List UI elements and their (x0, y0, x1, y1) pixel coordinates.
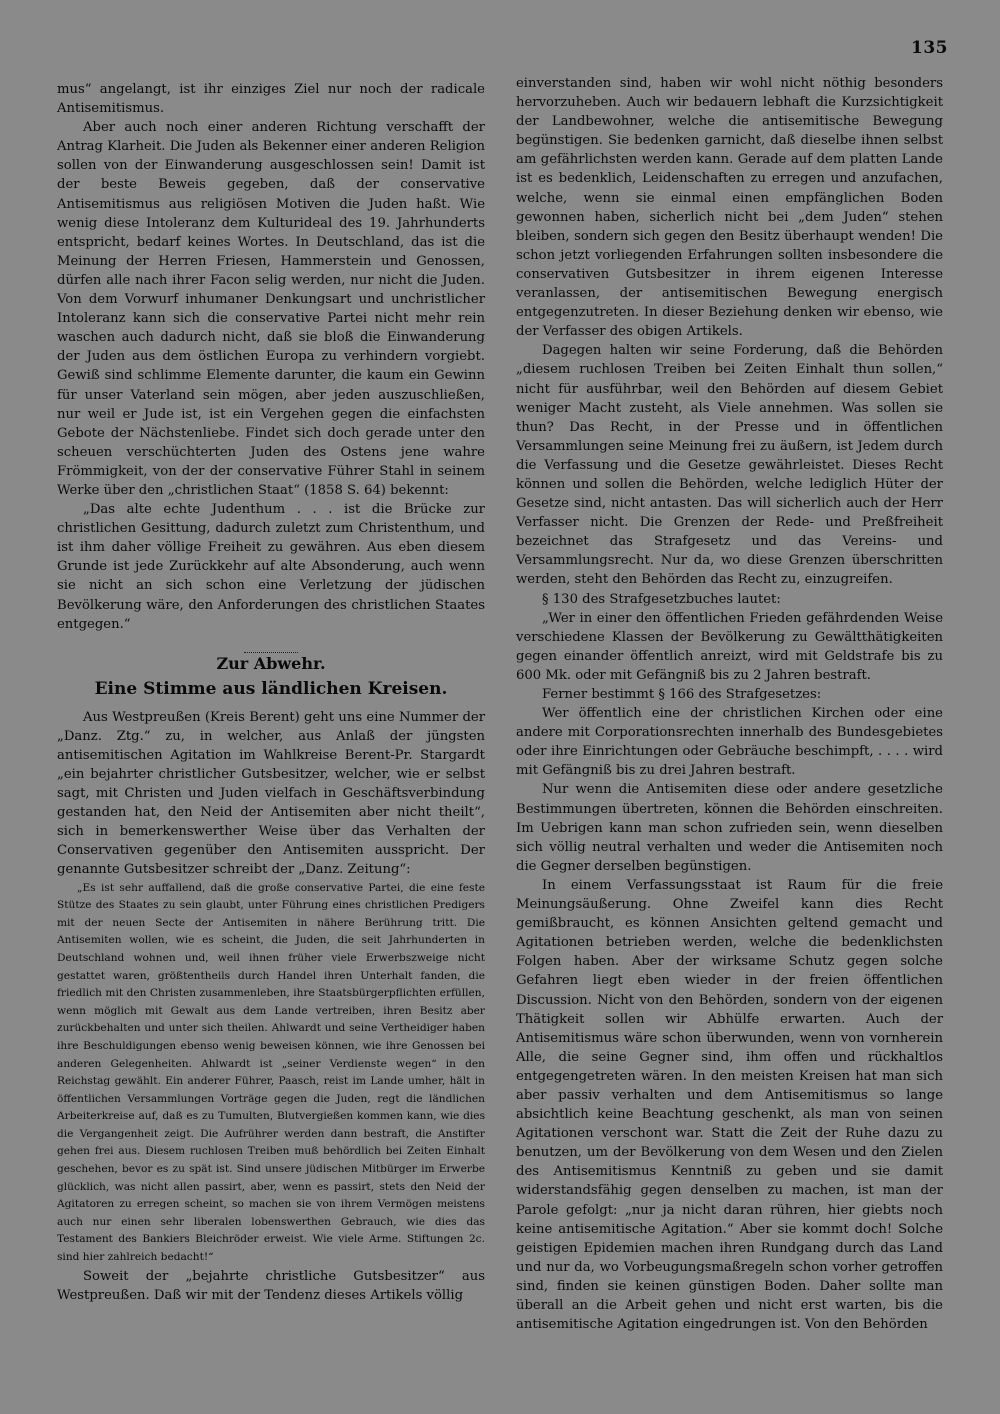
stahl-quote: „Das alte echte Judenthum . . . ist die Brücke zur christlichen Gesittung, dadurch zuletzt zum Christenthum, und ist ihm daher völlige Freiheit zu gewähren. Aus eben diesem Grunde ist jede Zurückkehr auf alte Absonderung, auch wenn sie nicht an sich schon eine Verletzung der jüdischen Bevölkerung wäre, den Anforderungen des christlichen Staates entgegen.“ (57, 502, 485, 632)
paragraph: Aber auch noch einer anderen Richtung verschafft der Antrag Klarheit. Die Juden als Bekenner einer anderen Religion sollen von der Einwanderung ausgeschlossen sein! Damit ist der beste Beweis gegeben, daß der conservative Antisemitismus aus religiösen Motiven die Juden haßt. Wie wenig diese Intoleranz dem Kulturideal des 19. Jahrhunderts entspricht, bedarf keines Wortes. In Deutschland, das ist die Meinung der Herren Friesen, Hammerstein und Genossen, dürfen alle nach ihrer Facon selig werden, nur nicht die Juden. Von dem Vorwurf inhumaner Denkungsart und unchristlicher Intoleranz kann sich die conservative Partei nicht mehr rein waschen auch dadurch nicht, daß sie bloß die Einwanderung der Juden aus dem östlichen Europa zu verhindern vorgiebt. Gewiß sind schlimme Elemente darunter, die kaum ein Gewinn für unser Vaterland sein mögen, aber jeden auszuschließen, nur weil er Jude ist, ist ein Vergehen gegen die einfachsten Gebote der Nächstenliebe. Findet sich doch gerade unter den scheuen verschüchterten Juden des Ostens jene wahre Frömmigkeit, von der der conservative Führer Stahl in seinem Werke über den „christlichen Staat“ (1858 S. 64) bekennt: (57, 120, 485, 498)
left-column (57, 80, 485, 1305)
paragraph: § 130 des Strafgesetzbuches lautet: (542, 591, 781, 607)
law-quote: Wer öffentlich eine der christlichen Kirchen oder eine andere mit Corporationsrechten innerhalb des Bundesgebietes oder ihre Einrichtungen oder Gebräuche beschimpft, . . . . wird mit Gefängniß bis zu drei Jahren bestraft. (516, 706, 943, 779)
paragraph: Nur wenn die Antisemiten diese oder andere gesetzliche Bestimmungen übertreten, können die Behörden einschreiten. Im Uebrigen kann man schon zufrieden sein, wenn dieselben sich völlig neutral verhalten und weder die Antisemiten noch die Gegner derselben begünstigen. (516, 782, 943, 874)
paragraph: Dagegen halten wir seine Forderung, daß die Behörden „diesem ruchlosen Treiben bei Zeiten Einhalt thun sollen,“ nicht für ausführbar, weil den Behörden auf diesem Gebiet weniger Macht zusteht, als Viele annehmen. Was sollen sie thun? Das Recht, in der Presse und in öffentlichen Versammlungen seine Meinung frei zu äußern, ist Jedem durch die Verfassung und die Gesetze gewährleistet. Dieses Recht können und sollen die Behörden, welche lediglich Hüter der Gesetze sind, nicht antasten. Das will sicherlich auch der Herr Verfasser nicht. Die Grenzen der Rede- und Preßfreiheit bezeichnet das Strafgesetz und das Vereins- und Versammlungsrecht. Nur da, wo diese Grenzen überschritten werden, steht den Behörden das Recht zu, einzugreifen. (516, 343, 943, 588)
paragraph: mus“ angelangt, ist ihr einziges Ziel nur noch der radicale Antisemitismus. (57, 82, 485, 117)
page-number: 135 (911, 38, 948, 58)
paragraph: Aus Westpreußen (Kreis Berent) geht uns eine Nummer der „Danz. Ztg.“ zu, in welcher, aus Anlaß der jüngsten antisemitischen Agitation im Wahlkreise Berent-Pr. Stargardt „ein bejahrter christlicher Gutsbesitzer, welcher, wie er selbst sagt, mit Christen und Juden vielfach in Geschäftsverbindung gestanden hat, den Neid der Antisemiten aber nicht theilt“, sich in bemerkenswerther Weise über das Verhalten der Conservativen gegenüber den Antisemiten ausspricht. Der genannte Gutsbesitzer schreibt der „Danz. Zeitung“: (57, 709, 485, 878)
law-quote: „Wer in einer den öffentlichen Frieden gefährdenden Weise verschiedene Klassen der Bevölkerung zu Gewältthätigkeiten gegen einander öffentlich anreizt, wird mit Geldstrafe bis zu 600 Mk. oder mit Gefängniß bis zu 2 Jahren bestraft. (516, 610, 943, 683)
section-subheading: Eine Stimme aus ländlichen Kreisen. (94, 678, 448, 699)
paragraph: Soweit der „bejahrte christliche Gutsbesitzer“ aus Westpreußen. Daß wir mit der Tendenz dieses Artikels völlig (57, 1268, 485, 1303)
paragraph: einverstanden sind, haben wir wohl nicht nöthig besonders hervorzuheben. Auch wir bedauern lebhaft die Kurzsichtigkeit der Landbewohner, welche die antisemitische Bewegung begünstigen. Sie bedenken garnicht, daß dieselbe ihnen selbst am gefährlichsten werden kann. Gerade auf dem platten Lande ist es bedenklich, Leidenschaften zu erregen und anzufachen, welche, wenn sie einmal einen empfänglichen Boden gewonnen haben, sicherlich nicht bei „dem Juden“ stehen bleiben, sondern sich gegen den Besitz überhaupt wenden! Die schon jetzt vorliegenden Erfahrungen sollten insbesondere die conservativen Gutsbesitzer in ihrem eigenen Interesse veranlassen, der antisemitischen Bewegung energisch entgegenzutreten. In dieser Beziehung denken wir ebenso, wie der Verfasser des obigen Artikels. (516, 76, 943, 340)
paragraph: Ferner bestimmt § 166 des Strafgesetzes: (542, 687, 822, 702)
section-heading: Zur Abwehr. (216, 653, 326, 673)
section-separator (57, 640, 485, 648)
paragraph: In einem Verfassungsstaat ist Raum für die freie Meinungsäußerung. Ohne Zweifel kann dies Recht gemißbraucht, es können Ansichten geltend gemacht und Agitationen betrieben werden, welche die bedenklichsten Folgen haben. Aber der wirksame Schutz gegen solche Gefahren liegt eben wieder in der freien öffentlichen Discussion. Nicht von den Behörden, sondern von der eigenen Thätigkeit sollen wir Abhülfe erwarten. Auch der Antisemitismus wäre schon überwunden, wenn von vornherein Alle, die seine Gegner sind, ihm offen und rückhaltlos entgegengetreten wären. In den meisten Kreisen hat man sich aber passiv verhalten und dem Antisemitismus so lange absichtlich keine Beachtung geschenkt, als man von seinen Agitationen verschont war. Statt die Zeit der Ruhe dazu zu benutzen, um der Bevölkerung von dem Wesen und den Zielen des Antisemitismus Kenntniß zu geben und sie damit widerstandsfähig gegen denselben zu machen, ist man der Parole gefolgt: „nur ja nicht daran rühren, hier giebts noch keine antisemitische Agitation.“ Aber sie kommt doch! Solche geistigen Epidemien machen ihren Rundgang durch das Land und nur da, wo Vorbeugungsmaßregeln schon vorher getroffen sind, finden sie keinen günstigen Boden. Daher sollte man überall an die Arbeit gehen und nicht erst warten, bis die antisemitische Agitation eingedrungen ist. Von den Behörden (516, 877, 943, 1333)
right-column (516, 74, 943, 1334)
letter-quote: „Es ist sehr auffallend, daß die große conservative Partei, die eine feste Stütze des Staates zu sein glaubt, unter Führung eines christlichen Predigers mit der neuen Secte der Antisemiten in nähere Berührung tritt. Die Antisemiten wollen, wie es scheint, die Juden, die seit Jahrhunderten in Deutschland wohnen und, weil ihnen früher viele Erwerbszweige nicht gestattet waren, größtentheils durch Handel ihren Unterhalt fanden, die friedlich mit den Christen zusammenleben, ihre Staatsbürgerpflichten erfüllen, wenn möglich mit Gewalt aus dem Lande vertreiben, ihren Besitz aber zurückbehalten und unter sich theilen. Ahlwardt und seine Vertheidiger haben ihre Beschuldigungen ebenso wenig beweisen können, wie ihre Genossen bei anderen Gelegenheiten. Ahlwardt ist „seiner Verdienste wegen“ in den Reichstag gewählt. Ein anderer Führer, Paasch, reist im Lande umher, hält in öffentlichen Versammlungen Vorträge gegen die Juden, regt die ländlichen Arbeiterkreise auf, daß es zu Tumulten, Blutvergießen kommen kann, wie dies die Vergangenheit zeigt. Die Aufrührer werden dann bestraft, die Anstifter gehen frei aus. Diesem ruchlosen Treiben muß behördlich bei Zeiten Einhalt geschehen, bevor es zu spät ist. Sind unsere jüdischen Mitbürger im Erwerbe glücklich, was nicht allen passirt, aber, wenn es passirt, stets den Neid der Agitatoren zu erregen scheint, so machen sie von ihrem Vermögen meistens auch nur einen sehr liberalen lobenswerthen Gebrauch, wie dies das Testament des Bankiers Bleichröder erweist. Wie viele Arme. Stiftungen 2c. sind hier zahlreich bedacht!“ (57, 881, 485, 1264)
